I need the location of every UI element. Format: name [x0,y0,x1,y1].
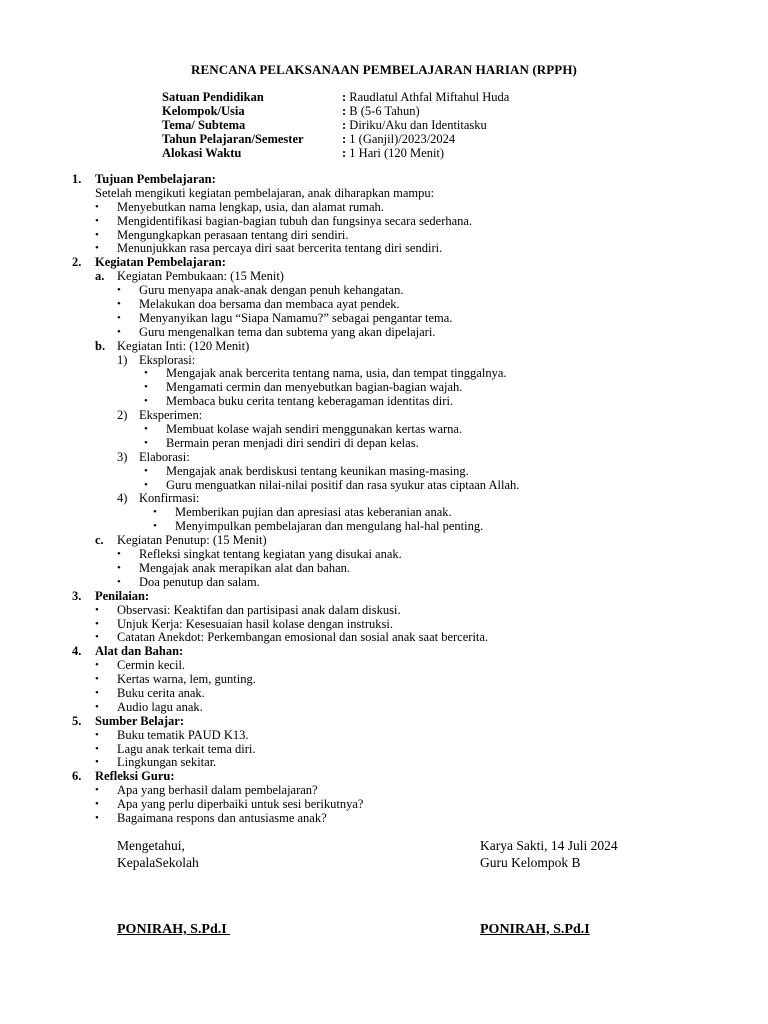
list-item [0,784,768,798]
list-item [0,729,768,743]
section-heading-refleksi [0,770,768,784]
section-title: Refleksi Guru: [95,769,175,784]
info-key: Satuan Pendidikan [162,90,264,104]
info-key: Alokasi Waktu [162,146,242,160]
bullet-icon: • [144,436,148,449]
section-heading-kegiatan [0,256,768,270]
section-number: 3. [72,588,82,603]
list-item [0,201,768,215]
step-label: Elaborasi: [139,449,190,464]
bullet-icon: • [95,742,99,755]
list-item-text: Apa yang perlu diperbaiki untuk sesi berikutnya? [117,797,364,812]
step-label: Eksplorasi: [139,352,196,367]
subsection-letter: a. [95,269,105,284]
signature-left-line2: KepalaSekolah [117,855,199,870]
document-body [0,173,768,826]
step-number: 1) [117,352,128,367]
bullet-icon: • [144,395,148,408]
info-key: Tahun Pelajaran/Semester [162,132,304,146]
bullet-icon: • [117,298,121,311]
list-item-text: Guru mengenalkan tema dan subtema yang akan dipelajari. [139,324,436,339]
list-item [0,673,768,687]
bullet-icon: • [117,561,121,574]
step-heading [0,409,768,423]
signature-right-line2: Guru Kelompok B [480,855,581,870]
list-item [0,756,768,770]
step-number: 2) [117,408,128,423]
list-item [0,576,768,590]
info-colon: : [342,146,347,160]
list-item [0,215,768,229]
list-item [0,520,768,534]
list-item-text: Membaca buku cerita tentang keberagaman identitas diri. [166,394,454,409]
bullet-icon: • [95,756,99,769]
info-key: Kelompok/Usia [162,104,245,118]
list-item-text: Membuat kolase wajah sendiri menggunakan kertas warna. [166,422,463,437]
subsection-label: Kegiatan Inti: (120 Menit) [117,338,250,353]
section-title: Sumber Belajar: [95,713,184,728]
info-colon: : [342,90,347,104]
bullet-icon: • [95,798,99,811]
info-value: B (5-6 Tahun) [349,104,420,118]
bullet-icon: • [95,811,99,824]
list-item-text: Mengajak anak merapikan alat dan bahan. [139,560,351,575]
subsection-penutup [0,534,768,548]
bullet-icon: • [95,686,99,699]
list-item-text: Bagaimana respons dan antusiasme anak? [117,810,327,825]
list-item-text: Mengidentifikasi bagian-bagian tubuh dan fungsinya secara sederhana. [117,213,473,228]
step-heading [0,354,768,368]
list-item [0,604,768,618]
list-item [0,312,768,326]
bullet-icon: • [117,284,121,297]
list-item-text: Menunjukkan rasa percaya diri saat bercerita tentang diri sendiri. [117,241,443,256]
list-item [0,298,768,312]
info-colon: : [342,132,347,146]
subsection-inti [0,340,768,354]
list-item [0,798,768,812]
bullet-icon: • [153,520,157,533]
identity-table [162,90,509,160]
list-item-text: Kertas warna, lem, gunting. [117,672,256,687]
section-heading-alat [0,645,768,659]
list-item [0,548,768,562]
list-item-text: Menyimpulkan pembelajaran dan mengulang hal-hal penting. [175,519,484,534]
list-item [0,423,768,437]
intro-text: Setelah mengikuti kegiatan pembelajaran, anak diharapkan mampu: [95,185,435,200]
bullet-icon: • [95,242,99,255]
step-heading [0,492,768,506]
list-item [0,242,768,256]
step-label: Konfirmasi: [139,491,200,506]
list-item-text: Mengajak anak bercerita tentang nama, usia, dan tempat tinggalnya. [166,366,507,381]
info-row [162,118,509,132]
list-item-text: Bermain peran menjadi diri sendiri di depan kelas. [166,435,419,450]
section-number: 2. [72,255,82,270]
section-heading-tujuan [0,173,768,187]
list-item-text: Refleksi singkat tentang kegiatan yang disukai anak. [139,547,402,562]
list-item [0,395,768,409]
list-item-text: Mengungkapkan perasaan tentang diri sendiri. [117,227,349,242]
bullet-icon: • [95,631,99,644]
subsection-letter: c. [95,533,104,548]
step-number: 3) [117,449,128,464]
subsection-label: Kegiatan Pembukaan: (15 Menit) [117,269,284,284]
list-item-text: Guru menguatkan nilai-nilai positif dan rasa syukur atas ciptaan Allah. [166,477,520,492]
list-item [0,284,768,298]
info-row [162,146,509,160]
document-title: RENCANA PELAKSANAAN PEMBELAJARAN HARIAN (RPPH) [191,62,577,77]
list-item [0,437,768,451]
section-number: 4. [72,644,82,659]
bullet-icon: • [95,728,99,741]
bullet-icon: • [95,700,99,713]
step-number: 4) [117,491,128,506]
list-item [0,381,768,395]
bullet-icon: • [144,478,148,491]
list-item-text: Lingkungan sekitar. [117,755,217,770]
list-item-text: Buku tematik PAUD K13. [117,727,249,742]
bullet-icon: • [117,575,121,588]
bullet-icon: • [95,214,99,227]
info-key: Tema/ Subtema [162,118,246,132]
list-item [0,631,768,645]
bullet-icon: • [95,784,99,797]
bullet-icon: • [153,506,157,519]
section-number: 5. [72,713,82,728]
section-title: Penilaian: [95,588,150,603]
section-title: Alat dan Bahan: [95,644,184,659]
bullet-icon: • [144,423,148,436]
bullet-icon: • [95,228,99,241]
bullet-icon: • [117,548,121,561]
bullet-icon: • [95,617,99,630]
bullet-icon: • [117,311,121,324]
list-item-text: Apa yang berhasil dalam pembelajaran? [117,783,318,798]
list-item-text: Guru menyapa anak-anak dengan penuh kehangatan. [139,283,404,298]
info-value: Diriku/Aku dan Identitasku [349,118,487,132]
info-value: Raudlatul Athfal Miftahul Huda [349,90,510,104]
info-value: 1 Hari (120 Menit) [349,146,445,160]
list-item [0,812,768,826]
section-title: Kegiatan Pembelajaran: [95,255,226,270]
list-item-text: Menyanyikan lagu “Siapa Namamu?” sebagai pengantar tema. [139,310,453,325]
section-heading-penilaian [0,590,768,604]
list-item [0,465,768,479]
list-item-text: Unjuk Kerja: Kesesuaian hasil kolase dengan instruksi. [117,616,393,631]
list-item-text: Audio lagu anak. [117,699,203,714]
section-intro [0,187,768,201]
list-item [0,367,768,381]
list-item-text: Menyebutkan nama lengkap, usia, dan alamat rumah. [117,199,384,214]
list-item-text: Mengamati cermin dan menyebutkan bagian-bagian wajah. [166,380,463,395]
section-title: Tujuan Pembelajaran: [95,172,216,186]
list-item [0,701,768,715]
list-item-text: Cermin kecil. [117,658,186,673]
list-item [0,506,768,520]
info-row [162,132,509,146]
list-item-text: Memberikan pujian dan apresiasi atas keberanian anak. [175,505,452,520]
section-number: 6. [72,769,82,784]
bullet-icon: • [144,381,148,394]
section-heading-sumber [0,715,768,729]
list-item [0,326,768,340]
list-item [0,687,768,701]
bullet-icon: • [95,200,99,213]
bullet-icon: • [144,464,148,477]
info-row [162,104,509,118]
signature-right-name: PONIRAH, S.Pd.I [480,922,590,937]
list-item-text: Observasi: Keaktifan dan partisipasi anak dalam diskusi. [117,602,401,617]
list-item-text: Buku cerita anak. [117,685,205,700]
signature-right-line1: Karya Sakti, 14 Juli 2024 [480,838,618,853]
bullet-icon: • [95,673,99,686]
list-item [0,229,768,243]
list-item-text: Catatan Anekdot: Perkembangan emosional dan sosial anak saat bercerita. [117,630,489,645]
list-item-text: Mengajak anak berdiskusi tentang keunikan masing-masing. [166,463,469,478]
section-number: 1. [72,172,82,186]
list-item [0,659,768,673]
list-item-text: Melakukan doa bersama dan membaca ayat pendek. [139,297,400,312]
subsection-label: Kegiatan Penutup: (15 Menit) [117,533,267,548]
list-item-text: Doa penutup dan salam. [139,574,260,589]
info-value: 1 (Ganjil)/2023/2024 [349,132,456,146]
info-colon: : [342,104,347,118]
signature-left-name: PONIRAH, S.Pd.I [117,922,231,937]
list-item [0,479,768,493]
list-item [0,743,768,757]
subsection-pembukaan [0,270,768,284]
info-row [162,90,509,104]
bullet-icon: • [95,603,99,616]
step-label: Eksperimen: [139,408,203,423]
step-heading [0,451,768,465]
signature-left-line1: Mengetahui, [117,838,185,853]
info-colon: : [342,118,347,132]
list-item [0,618,768,632]
bullet-icon: • [144,367,148,380]
subsection-letter: b. [95,338,106,353]
list-item [0,562,768,576]
bullet-icon: • [117,325,121,338]
bullet-icon: • [95,659,99,672]
list-item-text: Lagu anak terkait tema diri. [117,741,256,756]
